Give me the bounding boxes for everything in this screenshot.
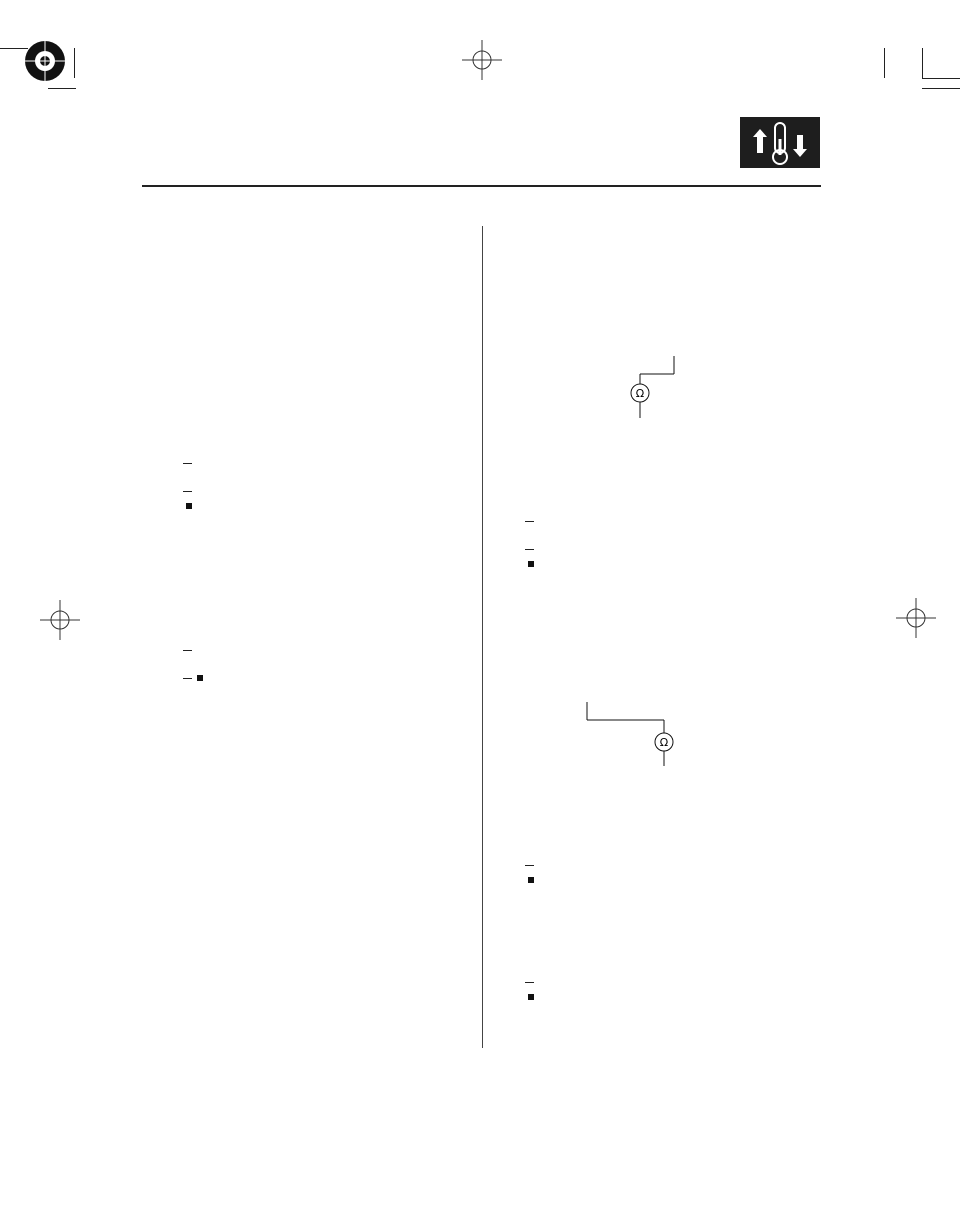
registration-target-icon — [22, 38, 68, 84]
end-mark-icon — [528, 994, 534, 1000]
header-rule — [142, 185, 821, 187]
column-divider — [482, 226, 483, 1048]
ohm-symbol: Ω — [659, 736, 669, 749]
continuity-diagram-2 — [540, 664, 770, 794]
end-mark-icon — [186, 503, 192, 509]
registration-crosshair-icon — [40, 600, 80, 640]
answer-yes — [524, 514, 535, 529]
end-mark-icon — [197, 675, 203, 681]
answer-no — [182, 671, 203, 686]
answer-yes — [182, 456, 193, 471]
crop-mark — [48, 88, 76, 89]
end-mark-icon — [528, 877, 534, 883]
registration-crosshair-icon — [462, 40, 502, 80]
crop-mark — [922, 78, 960, 79]
climate-section-icon — [740, 117, 820, 168]
answer-no — [524, 542, 535, 572]
answer-no — [182, 484, 472, 514]
registration-crosshair-icon — [896, 598, 936, 638]
crop-mark — [922, 88, 960, 89]
page-title — [157, 237, 477, 254]
end-mark-icon — [528, 561, 534, 567]
crop-mark — [74, 48, 75, 78]
thermometer-icon — [740, 117, 820, 168]
answer-yes — [182, 643, 193, 658]
crop-mark — [922, 48, 923, 78]
answer-no — [524, 975, 535, 1005]
answer-yes — [524, 858, 814, 888]
crop-mark — [884, 48, 885, 78]
continuity-diagram-1 — [540, 318, 770, 448]
ohm-symbol: Ω — [635, 387, 645, 400]
